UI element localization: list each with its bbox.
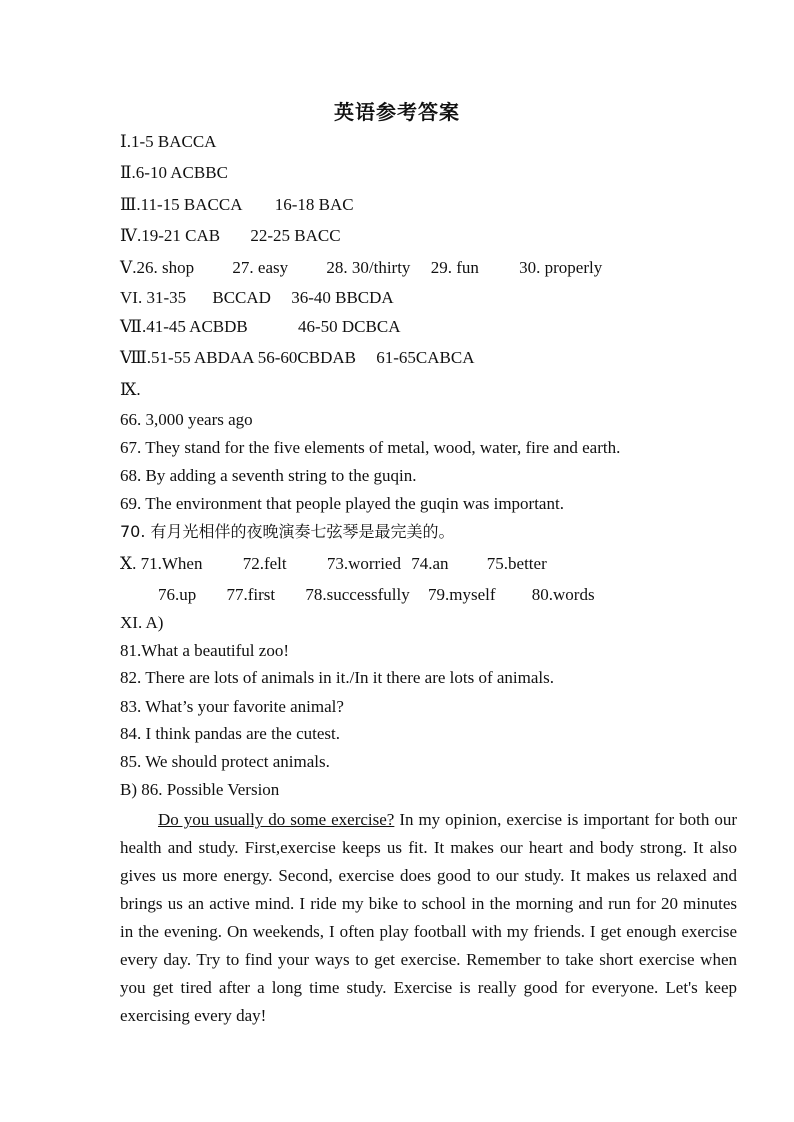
answer-line-4 — [120, 225, 341, 247]
answer-line-3 — [120, 194, 354, 216]
section-11-label: XI. A) — [120, 613, 164, 632]
answer-seg: Ⅲ.11-15 BACCA — [120, 195, 243, 214]
answer-69: 69. The environment that people played the guqin was important. — [120, 494, 564, 513]
answer-line-5 — [120, 257, 602, 279]
answer-seg: 46-50 DCBCA — [297, 317, 401, 336]
answer-line-8 — [120, 347, 474, 369]
answer-seg: 28. 30/thirty — [326, 258, 411, 277]
essay-paragraph — [120, 806, 737, 1030]
answer-line-7 — [120, 316, 400, 338]
essay-body: In my opinion, exercise is important for both our health and study. First,exercise keeps us fit. It makes our heart and body strong. It also gives us more energy. Second, exercise does good to our study. It makes us relaxed and brings us an active mind. I ride my bike to school in the morning and run for 20 minutes in the evening. On weekends, I often play football with my friends. I get enough exercise every day. Try to find your ways to get exercise. Remember to take short exercise when you get tired after a long time study. Exercise is really good for everyone. Let's keep exercising every day! — [120, 810, 737, 1025]
answer-seg: 78.successfully — [305, 585, 410, 604]
answer-line-1: Ⅰ.1-5 BACCA — [120, 132, 217, 151]
answer-70: 70. 有月光相伴的夜晚演奏七弦琴是最完美的。 — [120, 522, 455, 541]
answer-seg: 72.felt — [242, 554, 287, 573]
answer-seg: 76.up — [158, 585, 197, 604]
answer-seg: 77.first — [226, 585, 276, 604]
section-11b-label: B) 86. Possible Version — [120, 780, 280, 799]
answer-seg: 79.myself — [427, 585, 496, 604]
answer-line-10b — [158, 584, 595, 606]
answer-seg: Ⅹ. 71.When — [120, 554, 203, 573]
answer-seg: 73.worried — [326, 554, 401, 573]
answer-82: 82. There are lots of animals in it./In it there are lots of animals. — [120, 668, 555, 687]
section-9-label: Ⅸ. — [120, 380, 141, 399]
answer-seg: Ⅷ.51-55 ABDAA 56-60CBDAB — [120, 348, 356, 367]
answer-seg: Ⅳ.19-21 CAB — [120, 226, 221, 245]
answer-seg: Ⅶ.41-45 ACBDB — [120, 317, 248, 336]
answer-line-6 — [120, 287, 394, 309]
answer-seg: 36-40 BBCDA — [291, 288, 394, 307]
answer-seg: 61-65CABCA — [376, 348, 475, 367]
answer-68: 68. By adding a seventh string to the guqin. — [120, 466, 417, 485]
answer-seg: 75.better — [486, 554, 547, 573]
answer-seg: BCCAD — [212, 288, 271, 307]
answer-84: 84. I think pandas are the cutest. — [120, 724, 340, 743]
answer-seg: 30. properly — [519, 258, 603, 277]
answer-line-2: Ⅱ.6-10 ACBBC — [120, 163, 228, 182]
answer-seg: 80.words — [531, 585, 595, 604]
answer-seg: 74.an — [411, 554, 449, 573]
answer-66: 66. 3,000 years ago — [120, 410, 253, 429]
essay-lead-sentence: Do you usually do some exercise? — [158, 810, 395, 829]
answer-line-10a — [120, 553, 547, 575]
answer-seg: VI. 31-35 — [120, 288, 187, 307]
answer-seg: 22-25 BACC — [250, 226, 341, 245]
answer-81: 81.What a beautiful zoo! — [120, 641, 289, 660]
page-title: 英语参考答案 — [334, 100, 460, 124]
answer-seg: 16-18 BAC — [274, 195, 354, 214]
answer-83: 83. What’s your favorite animal? — [120, 697, 344, 716]
answer-85: 85. We should protect animals. — [120, 752, 330, 771]
answer-67: 67. They stand for the five elements of metal, wood, water, fire and earth. — [120, 438, 621, 457]
answer-seg: 27. easy — [232, 258, 289, 277]
answer-seg: Ⅴ.26. shop — [120, 258, 195, 277]
answer-seg: 29. fun — [430, 258, 479, 277]
